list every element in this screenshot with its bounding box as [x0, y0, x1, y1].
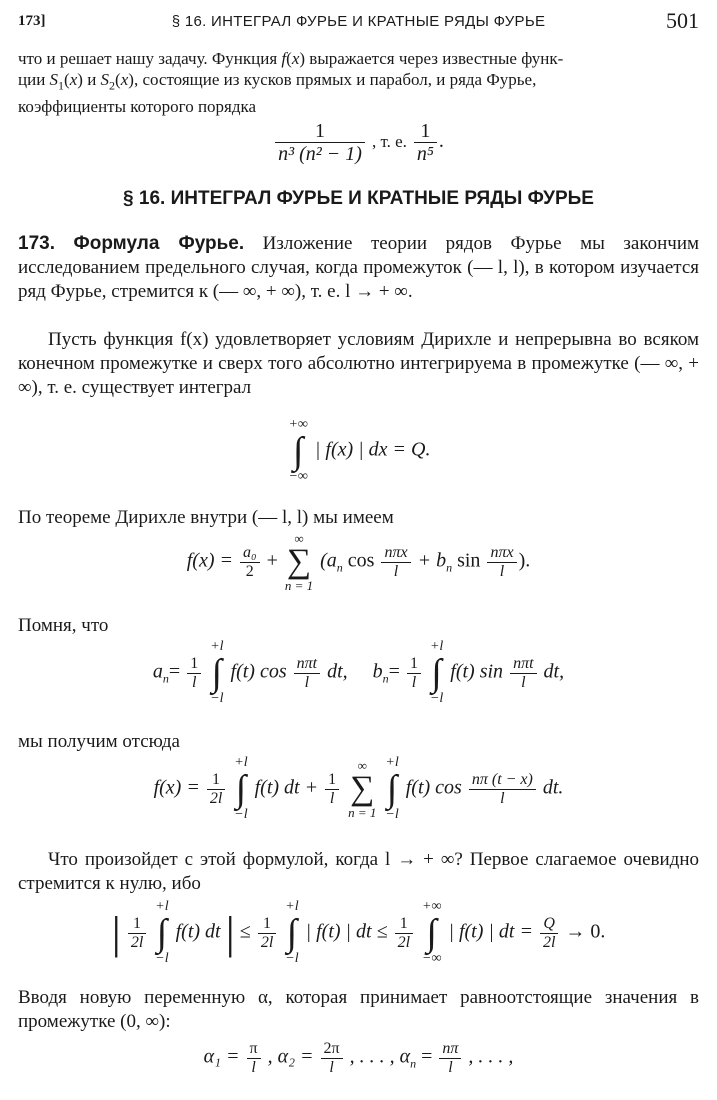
intro-paragraph: что и решает нашу задачу. Функция f(x) выражается через известные функ- ции $S_1(x)$ и $S_2(x)$, состоящие из кусков прямых и парабол, и ряда Фурье, коэффициенты которого порядка [18, 49, 564, 117]
page-number: 501 [666, 8, 699, 33]
equation-alpha-values: α₁ = $\frac{\pi}{l}$ , α₂ = $\frac{2\pi}{l}$ , . . . , $\alpha_n$ = $\frac{n\pi}{l}$ , . . . , [203, 1040, 514, 1076]
running-header [18, 8, 699, 34]
item-text: Изложение теории рядов Фурье мы закончим исследованием предельного случая, когда промежуток (— l, l), в котором изучается ряд Фурье, стремится к (— ∞, + ∞), т. е. l → + ∞. [18, 233, 700, 302]
running-title: § 16. ИНТЕГРАЛ ФУРЬЕ И КРАТНЫЕ РЯДЫ ФУРЬЕ [171, 13, 546, 30]
equation-absolute-integral: +∞ ∫ −∞ | f(x) | dx = Q. [288, 417, 431, 484]
paragraph-obtain: мы получим отсюда [18, 731, 180, 752]
equation-coefficients: $a_n=$ $\frac{1}{l}$ +l ∫ −l f(t) cos $\frac{\text{nπt}}{l}$ dt, $b_n=$ $\frac{1}{l}$ +l ∫ −l f(t) sin $\frac{\text{nπt}}{l}$ dt, [152, 639, 565, 706]
section-heading: § 16. ИНТЕГРАЛ ФУРЬЕ И КРАТНЫЕ РЯДЫ ФУРЬЕ [123, 188, 594, 209]
item-title: Формула Фурье. [73, 233, 245, 254]
paragraph-recall: Помня, что [18, 615, 109, 636]
paragraph-dirichlet-conditions: Пусть функция f(x) удовлетворяет условиям Дирихле и непрерывна во всяком конечном промежутке и сверх того абсолютно интегрируема в промежутке (— ∞, + ∞), т. е. существует интеграл [18, 329, 699, 398]
equation-first-term-bound: | $\frac{1}{2l}$ +l ∫ −l f(t) dt | ≤ $\frac{1}{2l}$ +l ∫ −l | f(t) | dt ≤ $\frac{1}{2l}$ +∞ ∫ −∞ | f(t) | dt = $\frac{Q}{2l}$ → 0. [111, 899, 606, 966]
item-173-paragraph [18, 232, 699, 304]
item-number: 173. [18, 233, 55, 254]
section-ref: 173] [18, 13, 46, 29]
paragraph-new-variable: Вводя новую переменную α, которая принимает равноотстоящие значения в промежутке (0, ∞): [18, 987, 699, 1032]
equation-combined: f(x) = $\frac{1}{2l}$ +l ∫ −l f(t) dt + $\frac{1}{l}$ ∞ ∑ n = 1 +l ∫ −l f(t) cos $\frac{n\pi (t - x)}{l}$ dt. [153, 755, 564, 822]
paragraph-limit-question: Что произойдет с этой формулой, когда l → + ∞? Первое слагаемое очевидно стремится к нулю, ибо [18, 849, 699, 894]
paragraph-dirichlet-theorem: По теореме Дирихле внутри (— l, l) мы имеем [18, 507, 394, 528]
coefficient-order-formula: $\frac{1}{\text{n³ (n² − 1)}}$ , т. е. $\frac{1}{\text{n⁵}}$ . [0, 120, 717, 165]
equation-fourier-series: f(x) = $\frac{\text{a₀}}{2}$ + ∞ ∑ n = 1 ($a_n$ cos $\frac{\text{nπx}}{l}$ + $b_n$ sin $\frac{\text{nπx}}{l}$ ). [186, 531, 531, 593]
